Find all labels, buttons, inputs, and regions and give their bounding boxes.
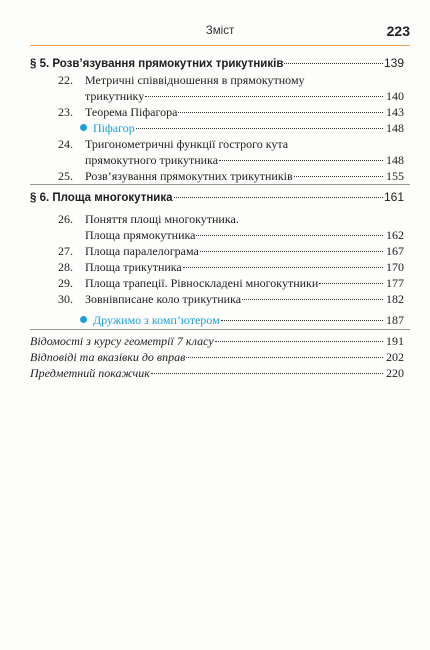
toc-appendix-geometry7[interactable] [30,334,404,350]
item-number: 23. [58,105,73,119]
leader-dots [221,319,383,321]
page-ref: 139 [383,56,404,70]
item-label: Зовнівписане коло трикутника [85,292,242,306]
item-number: 24. [58,137,73,151]
leader-dots [196,234,383,236]
page-title: Зміст [205,25,235,37]
item-number: 22. [58,73,73,87]
leader-dots [174,196,383,198]
item-label: прямокутного трикутника [85,153,219,167]
header-rule [30,45,410,46]
leader-dots [242,298,383,300]
page-header [30,23,410,43]
toc-section-6[interactable] [30,190,404,206]
section-divider [30,329,410,330]
leader-dots [219,159,383,161]
page-ref: 220 [386,366,404,380]
item-number: 26. [58,212,73,226]
item-label: Відповіді та вказівки до вправ [30,350,186,364]
leader-dots [145,95,383,97]
toc-appendix-answers[interactable] [30,350,404,366]
bullet-icon [80,316,87,323]
item-label: Відомості з курсу геометрії 7 класу [30,334,214,348]
item-label: Дружимо з комп’ютером [93,313,220,327]
item-label: Розв’язування прямокутних трикутників [85,169,293,183]
page-ref: 202 [386,350,404,364]
leader-dots [215,340,383,342]
item-label: Теорема Піфагора [85,105,178,119]
toc-item-25[interactable] [30,169,404,185]
page-ref: 148 [386,121,404,135]
toc-item-29[interactable] [30,276,404,292]
page-ref: 167 [386,244,404,258]
item-label: Тригонометричні функції гострого кута [85,137,289,151]
toc-item-22-cont[interactable] [30,89,404,105]
leader-dots [284,62,383,64]
toc-item-24-cont[interactable] [30,153,404,169]
toc-item-27[interactable] [30,244,404,260]
section-label: § 5. Розв’язування прямокутних трикутників [30,58,284,70]
leader-dots [136,127,383,129]
item-number: 30. [58,292,73,306]
section-divider [30,184,410,185]
page-ref: 177 [386,276,404,290]
toc-bullet-computer[interactable] [30,313,404,329]
page-ref: 155 [386,169,404,183]
toc-item-30[interactable] [30,292,404,308]
page-ref: 187 [386,313,404,327]
toc-item-28[interactable] [30,260,404,276]
item-label: Площа трапеції. Рівноскладені многокутники [85,276,319,290]
leader-dots [178,111,383,113]
page-ref: 182 [386,292,404,306]
page-ref: 161 [383,190,404,204]
toc-item-26-cont[interactable] [30,228,404,244]
toc-bullet-pythagoras[interactable] [30,121,404,137]
item-label: Метричні співвідношення в прямокутному [85,73,305,87]
item-label: Поняття площі многокутника. [85,212,239,226]
item-label: Предметний покажчик [30,366,150,380]
page-ref: 143 [386,105,404,119]
item-number: 27. [58,244,73,258]
toc-section-5[interactable] [30,56,404,72]
item-label: Площа трикутника [85,260,182,274]
leader-dots [151,372,383,374]
toc-appendix-index[interactable] [30,366,404,382]
page-ref: 140 [386,89,404,103]
item-label: Піфагор [93,121,135,135]
page-ref: 162 [386,228,404,242]
item-number: 28. [58,260,73,274]
page-ref: 170 [386,260,404,274]
page-ref: 148 [386,153,404,167]
toc-item-22[interactable] [30,73,404,89]
item-number: 29. [58,276,73,290]
item-number: 25. [58,169,73,183]
leader-dots [186,356,383,358]
leader-dots [200,250,383,252]
page-ref: 191 [386,334,404,348]
leader-dots [183,266,383,268]
page-number: 223 [386,23,410,39]
leader-dots [294,175,383,177]
bullet-icon [80,124,87,131]
toc-item-26[interactable] [30,212,404,228]
item-label: Площа прямокутника [85,228,196,242]
toc-item-23[interactable] [30,105,404,121]
toc-item-24[interactable] [30,137,404,153]
section-label: § 6. Площа многокутника [30,192,173,204]
leader-dots [319,282,383,284]
item-label: трикутнику [85,89,145,103]
item-label: Площа паралелограма [85,244,199,258]
